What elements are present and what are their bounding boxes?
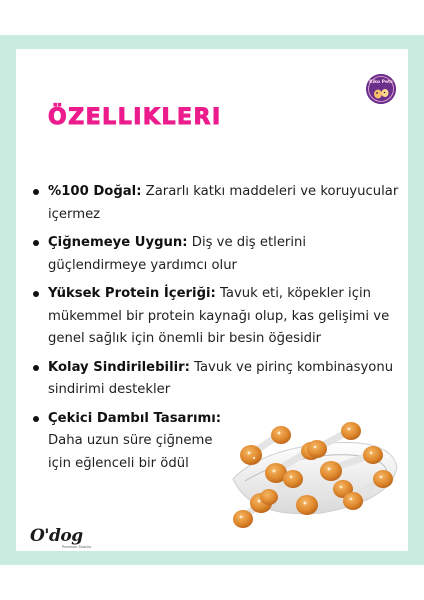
feature-title: Kolay Sindirilebilir: bbox=[48, 359, 190, 375]
chicken-dumbbell-treats-image bbox=[221, 409, 401, 539]
feature-item bbox=[30, 408, 233, 476]
logo-subtitle: Premium Snacks bbox=[62, 545, 92, 549]
feature-item bbox=[30, 357, 402, 402]
feature-text: Tavuk ve pirinç kombinasyonu sindirimi destekler bbox=[48, 359, 394, 397]
brand-badge-icon bbox=[366, 74, 396, 104]
badge-text: Kiko Pets bbox=[369, 80, 393, 85]
feature-item bbox=[30, 232, 402, 277]
feature-title: Çekici Dambıl Tasarımı: bbox=[48, 410, 222, 426]
mint-frame bbox=[0, 35, 424, 565]
feature-title: Çiğnemeye Uygun: bbox=[48, 235, 188, 250]
page-title: ÖZELLIKLERI bbox=[48, 105, 222, 130]
feature-title: %100 Doğal: bbox=[48, 184, 142, 199]
feature-text: Zararlı katkı maddeleri ve koruyucular içermez bbox=[48, 184, 399, 222]
feature-title: Yüksek Protein İçeriği: bbox=[48, 286, 216, 301]
feature-text: Tavuk eti, köpekler için mükemmel bir protein kaynağı olup, kas gelişimi ve genel sağlık için önemli bir besin öğesidir bbox=[48, 286, 390, 346]
feature-text: Diş ve diş etlerini güçlendirmeye yardımcı olur bbox=[48, 235, 307, 273]
feature-text: Daha uzun süre çiğneme için eğlenceli bir ödül bbox=[48, 433, 213, 471]
logo-text: O'dog bbox=[30, 526, 83, 546]
feature-item bbox=[30, 283, 402, 351]
feature-item bbox=[30, 181, 402, 226]
odog-logo-icon bbox=[30, 526, 83, 546]
content-card bbox=[16, 49, 408, 551]
